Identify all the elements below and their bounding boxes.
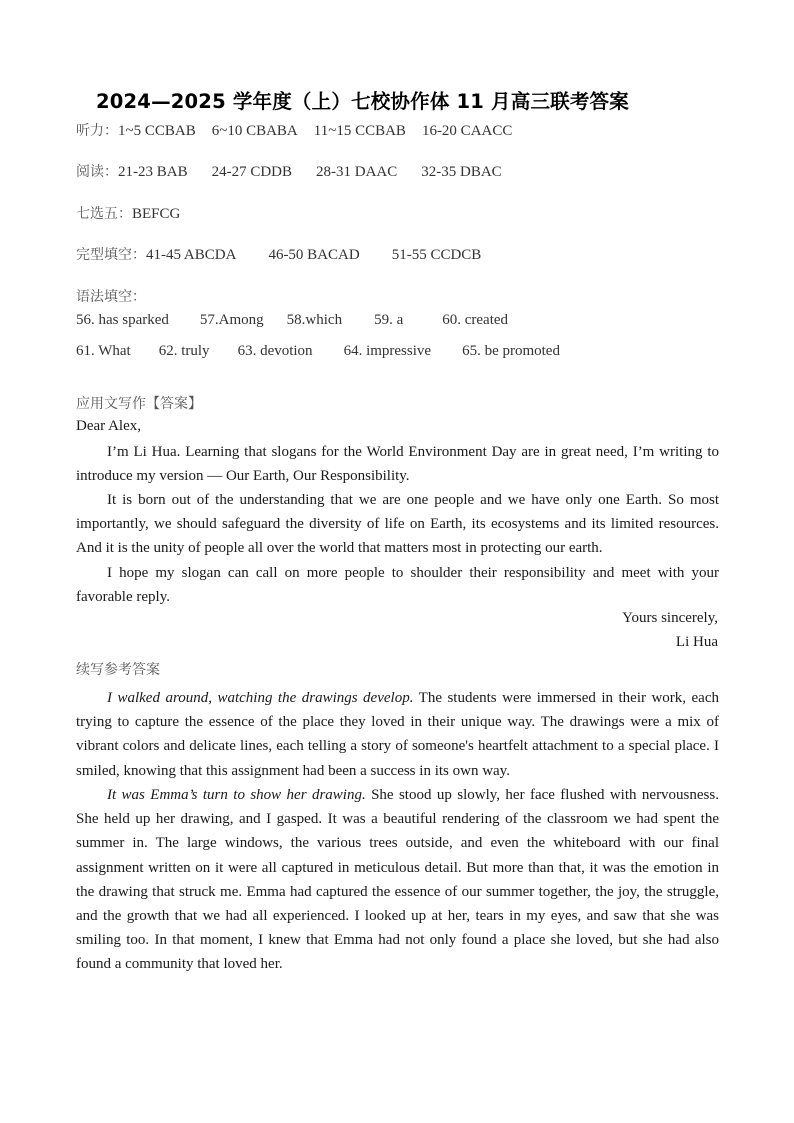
grammar-heading (76, 286, 146, 306)
grammar-answer: 65. be promoted (462, 343, 560, 359)
letter-greeting: Dear Alex, (76, 418, 141, 434)
answer-group: 46-50 BACAD (268, 247, 360, 263)
answer-group: 21-23 BAB (118, 164, 188, 180)
paragraph-body: She stood up slowly, her face flushed with nervousness. She held up her drawing, and I gasped. It was a beautiful rendering of the classroom we had spent the summer in. The large windows, the various trees outside, and even the whiteboard with our final assignment written on it were all captured in meticulous detail. But more than that, it was the emotion in the drawing that struck me. Emma had captured the essence of our summer together, the joy, the struggle, and the growth that we had all experienced. I looked up at her, tears in my eyes, and saw that she was smiling too. In that moment, I knew that Emma had not only found a place she loved, but she had also found a community that loved her. (76, 787, 719, 973)
grammar-answer: 61. What (76, 343, 131, 359)
seven-choose-five-label: 七选五： (76, 206, 132, 222)
letter-paragraph: It is born out of the understanding that we are one people and we have only one Earth. So most importantly, we should safeguard the diversity of life on Earth, its ecosystems and its limited resources. And it is the unity of people all over the world that matters most in protecting our earth. (76, 492, 719, 557)
listening-row (76, 120, 512, 140)
answer-group: 32-35 DBAC (421, 164, 502, 180)
continuation-paragraph-1 (76, 686, 719, 783)
page-title: 2024—2025 学年度（上）七校协作体 11 月高三联考答案 (96, 90, 629, 113)
listening-label: 听力： (76, 123, 118, 139)
continuation-heading (76, 659, 160, 679)
grammar-answer: 63. devotion (237, 343, 313, 359)
answer-group: 16-20 CAACC (421, 123, 513, 139)
cloze-row (76, 244, 481, 264)
grammar-label: 语法填空： (76, 289, 146, 305)
grammar-answer: 64. impressive (343, 343, 432, 359)
answer-group: 11~15 CCBAB (313, 123, 406, 139)
answer-group: 1~5 CCBAB (118, 123, 196, 139)
answer-group: 28-31 DAAC (316, 164, 398, 180)
letter-paragraph: I hope my slogan can call on more people to shoulder their responsibility and meet with your favorable reply. (76, 565, 719, 606)
letter-closing: Yours sincerely, (622, 610, 718, 626)
grammar-answer: 57.Among (199, 312, 264, 328)
answer-group: 51-55 CCDCB (391, 247, 482, 263)
answer-group: 6~10 CBABA (211, 123, 298, 139)
grammar-answer: 56. has sparked (76, 312, 169, 328)
practical-writing-heading-text: 应用文写作【答案】 (76, 396, 202, 412)
continuation-paragraph-2 (76, 783, 719, 977)
paragraph-body: The students were immersed in their work, each trying to capture the essence of the place they loved in their unique way. The drawings were a mix of vibrant colors and delicate lines, each telling a story of someone's heartfelt attachment to a special place. I smiled, knowing that this assignment had been a success in its own way. (76, 690, 719, 779)
grammar-row-1 (76, 312, 508, 329)
grammar-answer: 62. truly (158, 343, 210, 359)
practical-writing-heading (76, 393, 202, 413)
grammar-answer: 59. a (374, 312, 404, 328)
grammar-answer: 60. created (442, 312, 509, 328)
reading-label: 阅读： (76, 164, 118, 180)
paragraph-lead-sentence: It was Emma’s turn to show her drawing. (107, 787, 366, 803)
letter-paragraph: I’m Li Hua. Learning that slogans for the World Environment Day are in great need, I’m writing to introduce my version — Our Earth, Our Responsibility. (76, 444, 719, 485)
grammar-answer: 58.which (286, 312, 343, 328)
answer-group: 24-27 CDDB (211, 164, 293, 180)
continuation-heading-text: 续写参考答案 (76, 662, 160, 678)
reading-row (76, 161, 502, 181)
grammar-row-2 (76, 343, 560, 360)
answer-group: 41-45 ABCDA (146, 247, 237, 263)
letter-signature: Li Hua (675, 634, 718, 650)
seven-choose-five-row (76, 203, 180, 223)
cloze-label: 完型填空： (76, 247, 146, 263)
answer-group: BEFCG (132, 206, 181, 222)
paragraph-lead-sentence: I walked around, watching the drawings develop. (107, 690, 414, 706)
